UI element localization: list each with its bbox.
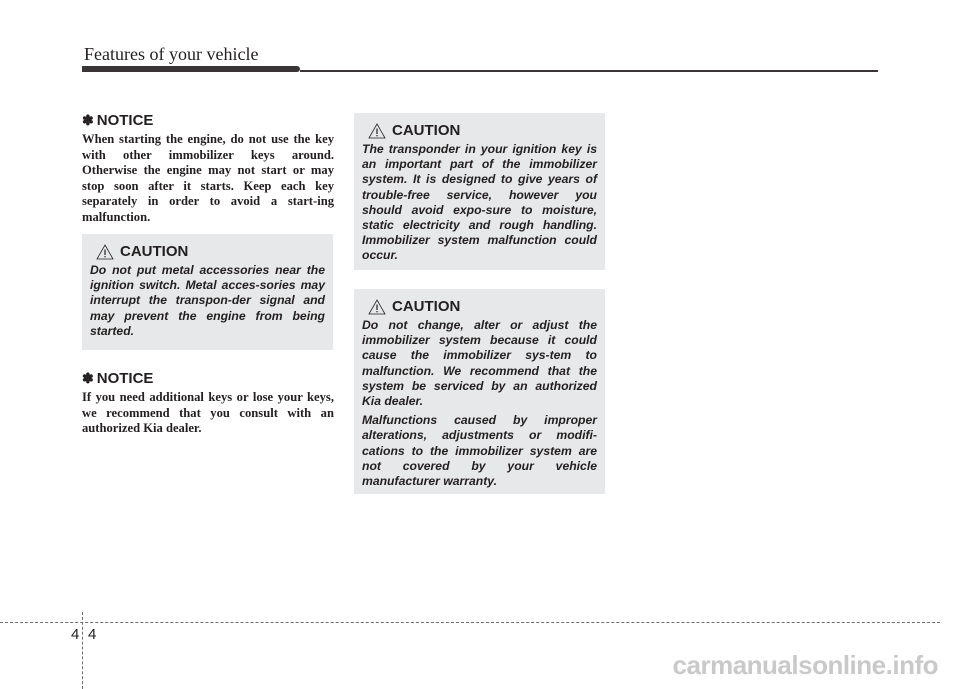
notice-starting-engine — [82, 112, 334, 226]
left-column-lower — [82, 370, 334, 437]
caution-box-alteration — [354, 289, 605, 494]
notice-heading — [82, 112, 334, 129]
caution-heading-label: CAUTION — [392, 122, 461, 139]
caution-heading — [90, 243, 325, 260]
caution-body-paragraph-1: Do not change, alter or adjust the immobilizer system because it could cause the immobilizer sys-tem to malfunction. We recommend that the system be serviced by an authorized Kia dealer. — [362, 318, 597, 409]
caution-heading-label: CAUTION — [120, 243, 189, 260]
left-column — [82, 112, 334, 226]
notice-body: If you need additional keys or lose your keys, we recommend that you consult with an authorized Kia dealer. — [82, 390, 334, 436]
header-rule-thin — [300, 70, 878, 72]
caution-heading — [362, 298, 597, 315]
caution-body: The transponder in your ignition key is an important part of the immobilizer system. It is designed to give years of trouble-free service, however you should avoid expo-sure to moisture, static electricity and rough handling. Immobilizer system malfunction could occur. — [362, 142, 597, 263]
notice-heading — [82, 370, 334, 387]
notice-star-icon: ✽ — [82, 112, 94, 128]
warning-triangle-icon — [96, 244, 114, 260]
warning-triangle-icon — [368, 299, 386, 315]
watermark: carmanualsonline.info — [672, 650, 938, 680]
caution-body-paragraph-2: Malfunctions caused by improper alterations, adjustments or modifi-cations to the immobilizer system are not covered by your vehicle manufacturer warranty. — [362, 413, 597, 489]
notice-additional-keys — [82, 370, 334, 437]
notice-heading-label: NOTICE — [96, 112, 154, 129]
caution-box-metal-accessories — [82, 234, 333, 350]
footer-vertical-rule — [82, 612, 83, 689]
notice-heading-label: NOTICE — [96, 370, 154, 387]
header-rule-thick — [82, 66, 300, 72]
warning-triangle-icon — [368, 123, 386, 139]
footer-rule — [0, 622, 940, 623]
page-number: 4 — [88, 626, 97, 643]
caution-box-transponder — [354, 113, 605, 270]
notice-body: When starting the engine, do not use the key with other immobilizer keys around. Otherwise the engine may not start or may stop soon after it starts. Keep each key separately in order to avoid a start-ing malfunction. — [82, 132, 334, 224]
page-chapter-number: 4 — [71, 626, 80, 643]
page-header-title: Features of your vehicle — [84, 44, 259, 64]
caution-heading — [362, 122, 597, 139]
notice-star-icon: ✽ — [82, 370, 94, 386]
caution-heading-label: CAUTION — [392, 298, 461, 315]
caution-body: Do not put metal accessories near the ignition switch. Metal acces-sories may interrupt the transpon-der signal and may prevent the engine from being started. — [90, 263, 325, 338]
